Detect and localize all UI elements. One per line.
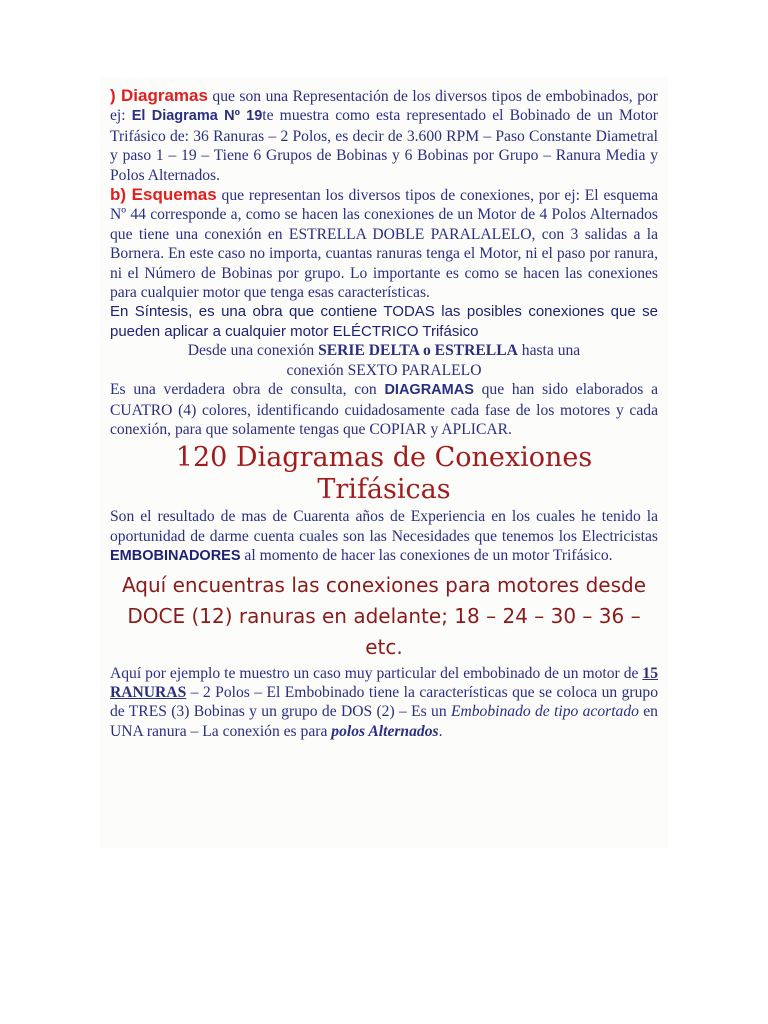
diagram-reference: El Diagrama Nº 19 (131, 108, 263, 125)
page-title: 120 Diagramas de Conexiones Trifásicas (175, 442, 593, 506)
paragraph-desde: Desde una conexión SERIE DELTA o ESTRELLA hasta una conexión SEXTO PARALELO (187, 342, 581, 379)
paragraph-experiencia: Son el resultado de mas de Cuarenta años de Experiencia en los cuales he tenido la oportunidad de darme cuenta cuales son las Necesidades que tenemos los Electricistas EMBOBINADORES al momento de hacer las conexiones de un motor Trifásico. (110, 508, 658, 565)
paragraph-obra: Es una verdadera obra de consulta, con DIAGRAMAS que han sido elaborados a CUATRO (4) colores, identificando cuidadosamente cada fase de los motores y cada conexión, para que solamente tengas que COPIAR y APLICAR. (110, 381, 658, 438)
document-content (110, 86, 658, 741)
paragraph-esquemas: b) Esquemas que representan los diversos tipos de conexiones, por ej: El esquema Nº 44 corresponde a, como se hacen las conexiones de un Motor de 4 Polos Alternados que tiene una conexión en ESTRELLA DOBLE PARALALELO, con 3 salidas a la Bornera. En este caso no importa, cuantas ranuras tenga el Motor, ni el paso por ranura, ni el Número de Bobinas por grupo. Lo importante es como se hacen las conexiones para cualquier motor que tenga esas características. (110, 185, 658, 302)
esquemas-label: b) Esquemas (110, 185, 217, 205)
diagramas-label: ) Diagramas (110, 86, 208, 105)
paragraph-diagramas: ) Diagramas que son una Representación de los diversos tipos de embobinados, por ej: El Diagrama Nº 19te muestra como esta representado el Bobinado de un Motor Trifásico de: 36 Ranuras – 2 Polos, es decir de 3.600 RPM – Paso Constante Diametral y paso 1 – 19 – Tiene 6 Grupos de Bobinas y 6 Bobinas por Grupo – Ranura Media y Polos Alternados. (110, 86, 658, 184)
paragraph-ejemplo: Aquí por ejemplo te muestro un caso muy particular del embobinado de un motor de 15 RANURAS – 2 Polos – El Embobinado tiene la características que se coloca un grupo de TRES (3) Bobinas y un grupo de DOS (2) – Es un Embobinado de tipo acortado en UNA ranura – La conexión es para polos Alternados. (110, 664, 658, 740)
paragraph-sintesis: En Síntesis, es una obra que contiene TODAS las posibles conexiones que se pueden aplicar a cualquier motor ELÉCTRICO Trifásico (110, 303, 658, 340)
highlight-statement: Aquí encuentras las conexiones para motores desde DOCE (12) ranuras en adelante; 18 – 24 – 30 – 36 – etc. (121, 572, 647, 659)
